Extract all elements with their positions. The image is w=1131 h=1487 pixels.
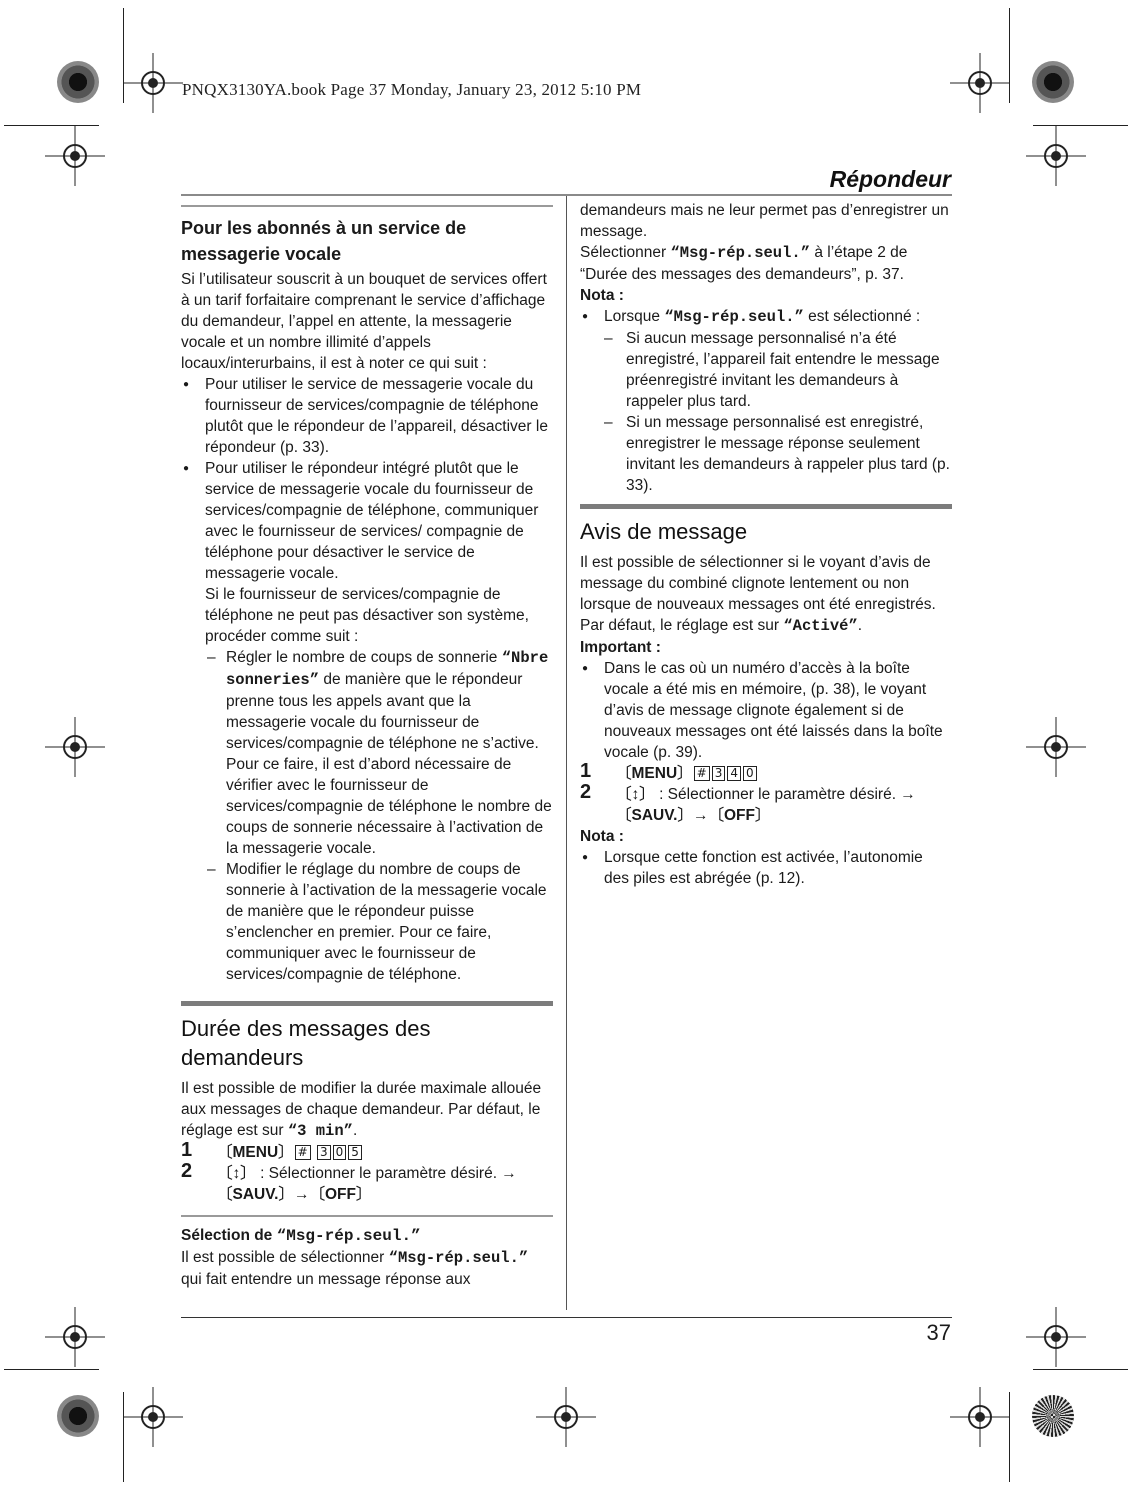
key-digit: 5 xyxy=(348,1145,362,1160)
crosshair-icon xyxy=(950,1387,1010,1447)
select-text-b: à l’étape 2 de “Durée des messages des demandeurs”, p. 37. xyxy=(580,244,908,283)
step-text: : Sélectionner le paramètre désiré. → xyxy=(255,1165,517,1182)
key-digit: 0 xyxy=(743,766,757,781)
save-off-keys: 〔SAUV.〕→〔OFF〕 xyxy=(217,1186,372,1203)
column-divider xyxy=(566,196,567,1310)
nota-dash-1: – Si aucun message personnalisé n’a été enregistré, l’appareil fait entendre le message préenregistré invitant les demandeurs à rappeler plus tard. xyxy=(580,328,952,412)
avis-default: “Activé” xyxy=(783,617,858,635)
nota-bullet xyxy=(580,306,952,328)
section-rule xyxy=(181,1001,553,1006)
select-text-a: Sélectionner xyxy=(580,244,671,261)
section-title: Répondeur xyxy=(829,166,951,192)
duration-heading-line1: Durée des messages des xyxy=(181,1016,431,1041)
voicemail-heading xyxy=(181,215,553,267)
registration-burst-icon xyxy=(1032,1395,1074,1437)
print-header: PNQX3130YA.book Page 37 Monday, January 23, 2012 5:10 PM xyxy=(182,80,642,99)
crosshair-icon xyxy=(45,717,105,777)
selection-heading xyxy=(181,1225,553,1247)
crosshair-icon xyxy=(1026,1307,1086,1367)
duration-text xyxy=(181,1078,553,1142)
duration-step-2 xyxy=(181,1160,553,1205)
crosshair-icon xyxy=(123,1387,183,1447)
navigator-key-icon: 〔↕〕 xyxy=(616,786,655,803)
selection-heading-code: “Msg-rép.seul.” xyxy=(276,1227,421,1245)
voicemail-dash-1 xyxy=(181,647,553,859)
menu-key: 〔MENU〕 xyxy=(217,1144,294,1161)
key-hash: # xyxy=(295,1145,311,1160)
menu-key: 〔MENU〕 xyxy=(616,765,693,782)
voicemail-bullet-1: ● Pour utiliser le service de messagerie vocale du fournisseur de services/compagnie de téléphone plutôt que le répondeur de l’appareil, désactiver le répondeur (p. 33). xyxy=(181,374,553,458)
registration-burst-icon xyxy=(1032,61,1074,103)
avis-step-1 xyxy=(580,760,952,784)
duration-default: “3 min” xyxy=(287,1122,353,1140)
crosshair-icon xyxy=(45,126,105,186)
crosshair-icon xyxy=(950,53,1010,113)
important-label: Important : xyxy=(580,639,661,656)
important-bullet: ● Dans le cas où un numéro d’accès à la boîte vocale a été mis en mémoire, (p. 38), le voyant d’avis de message clignote également si de nouveaux messages ont été laissés dans la boîte vocale (p. 39). xyxy=(580,658,952,763)
nota-label-2: Nota : xyxy=(580,828,624,845)
dash-text: de manière que le répondeur prenne tous les appels avant que la messagerie vocale du fournisseur de services/compagnie de téléphone ne s’active. Pour ce faire, il est d’abord nécessaire de vérifier avec le fournisseur de services/compagnie de téléphone le nombre de coups de sonnerie nécessaire à l’activation de la messagerie vocale. xyxy=(226,671,552,857)
avis-heading: Avis de message xyxy=(580,519,748,544)
key-digit: 0 xyxy=(333,1145,347,1160)
selection-text-a: Il est possible de sélectionner xyxy=(181,1249,389,1266)
step-number: 2 xyxy=(580,781,592,803)
page-number: 37 xyxy=(926,1320,951,1345)
section-rule xyxy=(181,1215,553,1217)
key-hash: # xyxy=(694,766,710,781)
step-number: 2 xyxy=(181,1160,193,1182)
right-column xyxy=(580,200,952,889)
crosshair-icon xyxy=(1026,126,1086,186)
selection-code: “Msg-rép.seul.” xyxy=(388,1249,529,1267)
dash-text: Régler le nombre de coups de sonnerie xyxy=(226,649,502,666)
voicemail-bullet-2-cont: Si le fournisseur de services/compagnie de téléphone ne peut pas désactiver son système, procéder comme suit : xyxy=(205,586,529,645)
duration-text-a: Il est possible de modifier la durée maximale allouée aux messages de chaque demandeur. Par défaut, le réglage est sur xyxy=(181,1080,542,1139)
navigator-key-icon: 〔↕〕 xyxy=(217,1165,256,1182)
step-number: 1 xyxy=(181,1139,193,1161)
setting-code: “Nbre sonneries” xyxy=(226,649,549,689)
nota-text-a: Lorsque xyxy=(604,308,665,325)
key-digit: 3 xyxy=(317,1145,331,1160)
nota-code: “Msg-rép.seul.” xyxy=(664,308,804,326)
voicemail-intro: Si l’utilisateur souscrit à un bouquet de services offert à un tarif forfaitaire comprenant le service d’affichage du demandeur, l’appel en attente, la messagerie vocale et un nombre illimité d’appels locaux/interurbains, il est à noter ce qui suit : xyxy=(181,271,547,372)
voicemail-bullet-2: ● Pour utiliser le répondeur intégré plutôt que le service de messagerie vocale du fournisseur de services/compagnie de téléphone, communiquer avec le fournisseur de services/ compagnie de téléphone pour désactiver le service de messagerie vocale. xyxy=(181,458,553,584)
select-code: “Msg-rép.seul.” xyxy=(670,244,811,262)
step-number: 1 xyxy=(580,760,592,782)
voicemail-dash-2: – Modifier le réglage du nombre de coups de sonnerie à l’activation de la messagerie vocale de manière que le répondeur puisse s’enclencher en premier. Pour ce faire, communiquer avec le fournisseur de services/compagnie de téléphone. xyxy=(181,859,553,985)
registration-burst-icon xyxy=(57,1395,99,1437)
section-rule xyxy=(580,504,952,509)
key-digit: 4 xyxy=(727,766,741,781)
crosshair-icon xyxy=(536,1387,596,1447)
nota-label: Nota : xyxy=(580,287,624,304)
voicemail-heading-line1: Pour les abonnés à un service de xyxy=(181,218,467,238)
duration-step-1 xyxy=(181,1139,553,1163)
nota-dash-2: – Si un message personnalisé est enregistré, enregistrer le message réponse seulement invitant les demandeurs à rappeler plus tard (p. 33). xyxy=(580,412,952,496)
continued-text: demandeurs mais ne leur permet pas d’enregistrer un message. xyxy=(580,202,949,240)
avis-text-b: . xyxy=(857,617,863,634)
registration-burst-icon xyxy=(57,61,99,103)
section-rule xyxy=(181,205,553,207)
crosshair-icon xyxy=(1026,717,1086,777)
avis-step-2 xyxy=(580,781,952,826)
step-text: : Sélectionner le paramètre désiré. → xyxy=(654,786,916,803)
footer-divider xyxy=(181,1317,952,1318)
duration-heading xyxy=(181,1014,553,1072)
selection-heading-text: Sélection de xyxy=(181,1227,277,1244)
duration-text-b: . xyxy=(352,1122,358,1139)
nota-bullet-2: ● Lorsque cette fonction est activée, l’autonomie des piles est abrégée (p. 12). xyxy=(580,847,952,889)
selection-text xyxy=(181,1247,553,1290)
selection-text-b: qui fait entendre un message réponse aux xyxy=(181,1271,471,1288)
avis-text-a: Il est possible de sélectionner si le voyant d’avis de message du combiné clignote lentement ou non lorsque de nouveaux messages ont été enregistrés. Par défaut, le réglage est sur xyxy=(580,554,936,634)
key-digit: 3 xyxy=(712,766,726,781)
avis-text xyxy=(580,552,952,637)
crosshair-icon xyxy=(45,1307,105,1367)
save-off-keys: 〔SAUV.〕→〔OFF〕 xyxy=(616,807,771,824)
nota-text-b: est sélectionné : xyxy=(803,308,921,325)
left-column xyxy=(181,205,553,1290)
select-instruction xyxy=(580,242,952,285)
duration-heading-line2: demandeurs xyxy=(181,1045,304,1070)
voicemail-heading-line2: messagerie vocale xyxy=(181,244,342,264)
crosshair-icon xyxy=(123,53,183,113)
